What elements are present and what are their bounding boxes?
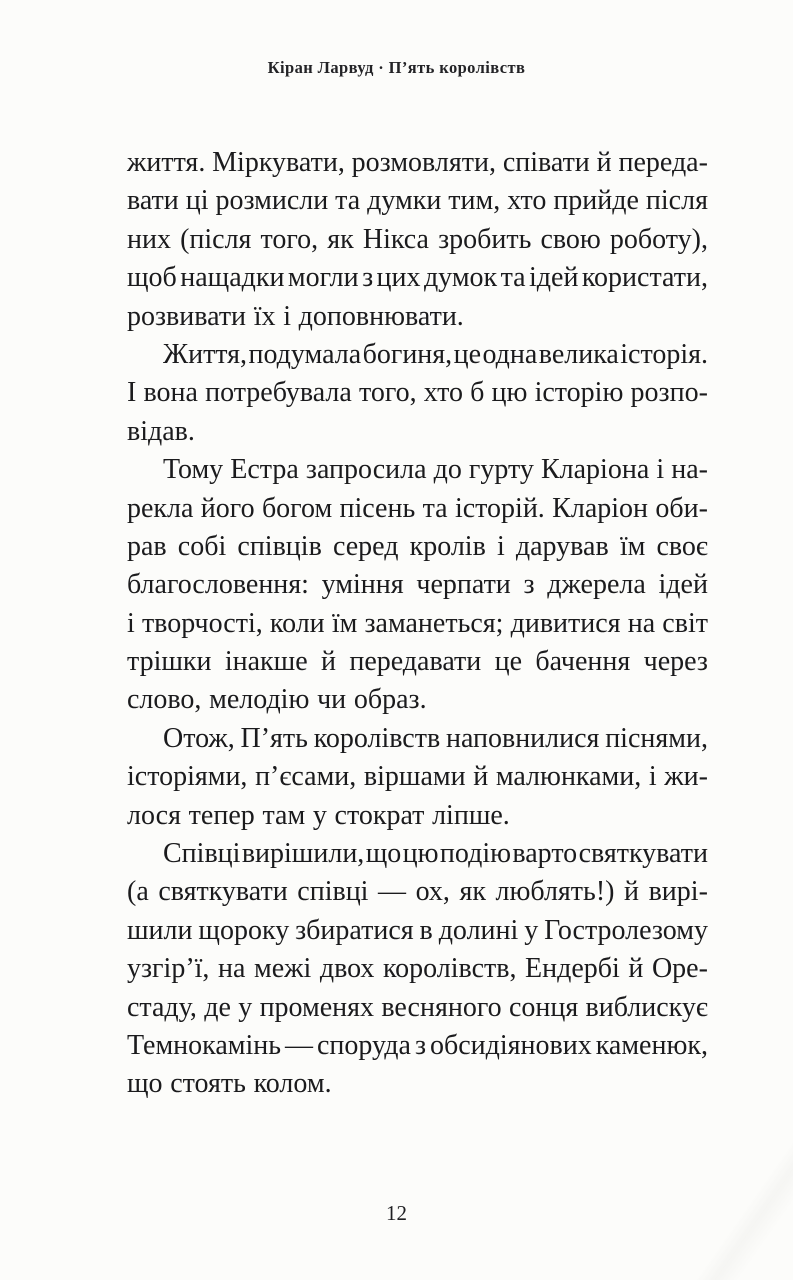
text-line: І вона потребувала того, хто б цю історію розпо- bbox=[127, 377, 708, 409]
text-line: лося тепер там у стократ ліпше. bbox=[127, 799, 510, 831]
text-line: Темнокамінь — споруда з обсидіянових каменюк, bbox=[127, 1029, 708, 1061]
text-line: слово, мелодію чи образ. bbox=[127, 684, 427, 716]
text-line: Отож, П’ять королівств наповнилися піснями, bbox=[163, 722, 708, 754]
text-line: рав собі співців серед кролів і дарував їм своє bbox=[127, 530, 708, 562]
text-line: трішки інакше й передавати це бачення через bbox=[127, 646, 708, 678]
text-line: Співці вирішили, що цю подію варто святкувати bbox=[163, 838, 708, 870]
text-line: них (після того, як Нікса зробить свою роботу), bbox=[127, 223, 708, 255]
text-block bbox=[127, 147, 708, 1107]
text-line: життя. Міркувати, розмовляти, співати й переда- bbox=[127, 147, 708, 178]
running-header: Кіран Ларвуд · П’ять королівств bbox=[267, 58, 526, 77]
text-line: вати ці розмисли та думки тим, хто прийде після bbox=[127, 185, 708, 217]
text-line: благословення: уміння черпати з джерела ідей bbox=[127, 569, 708, 601]
page-number: 12 bbox=[386, 1201, 407, 1225]
text-line: узгір’ї, на межі двох королівств, Ендербі й Оре- bbox=[127, 953, 708, 985]
text-line: і творчості, коли їм заманеться; дивитися на світ bbox=[127, 607, 708, 639]
text-line: відав. bbox=[127, 415, 195, 447]
text-line: розвивати їх і доповнювати. bbox=[127, 300, 464, 332]
text-line: щоб нащадки могли з цих думок та ідей користати, bbox=[127, 262, 708, 294]
text-line: Тому Естра запросила до гурту Кларіона і на- bbox=[163, 454, 708, 486]
text-line: стаду, де у променях весняного сонця виблискує bbox=[127, 991, 708, 1023]
text-line: шили щороку збиратися в долині у Гостролезому bbox=[127, 914, 708, 946]
text-line: що стоять колом. bbox=[127, 1068, 332, 1100]
text-line: рекла його богом пісень та історій. Кларіон оби- bbox=[127, 492, 708, 524]
text-line: Життя, подумала богиня, це одна велика історія. bbox=[163, 338, 708, 370]
text-line: (а святкувати співці — ох, як люблять!) й вирі- bbox=[127, 876, 708, 908]
text-line: історіями, п’єсами, віршами й малюнками, і жи- bbox=[127, 761, 708, 793]
